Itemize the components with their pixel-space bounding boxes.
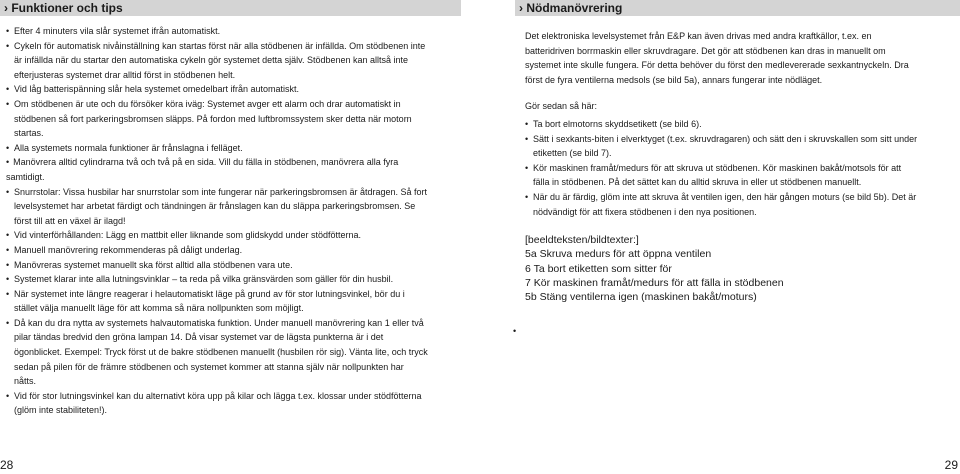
caption-line: 5a Skruva medurs för att öppna ventilen — [525, 248, 712, 261]
list-item: • Sätt i sexkants-biten i elverktyget (t.ex. skruvdragaren) och sätt den i skruvskallen som sitt under etiketten (se bild 7). — [525, 133, 918, 159]
bullet-icon: • — [6, 84, 10, 95]
section-heading-emergency: › Nödmanövrering — [515, 0, 960, 16]
bullet-icon: • — [525, 118, 529, 129]
list-item: • Kör maskinen framåt/medurs för att skruva ut stödbenen. Kör maskinen bakåt/motsols för att fälla in stödbenen. På det sättet kan du alltid skruva in eller ut stödbenen manuellt. — [525, 162, 902, 188]
caption-line: 6 Ta bort etiketten som sitter för — [525, 262, 672, 275]
bullet-icon: • — [6, 40, 10, 51]
list-item: • Efter 4 minuters vila slår systemet ifrån automatiskt. — [6, 24, 428, 39]
list-item: • Alla systemets normala funktioner är frånslagna i felläget. — [6, 141, 428, 156]
bullet-icon: • — [6, 288, 10, 299]
tips-list — [6, 24, 428, 418]
bullet-icon: • — [6, 317, 10, 328]
bullet-icon: • — [525, 162, 529, 173]
bullet-icon: • — [6, 230, 10, 241]
bullet-icon: • — [6, 274, 10, 285]
list-item: • Snurrstolar: Vissa husbilar har snurrstolar som inte fungerar när parkeringsbromsen är åtdragen. Så fort levelsystemet har arbetat färdigt och tändningen är frånslagen kan du släppa parkeringsbromsen. Se först till att en växel är ilagd! — [6, 186, 428, 226]
bullet-icon: • — [6, 26, 10, 36]
bullet-icon: • — [525, 133, 529, 144]
caption-block — [525, 233, 920, 304]
list-item: • Vid vinterförhållanden: Lägg en mattbit eller liknande som glidskydd under stödfötterna. — [6, 228, 428, 243]
steps-title: Gör sedan så här: — [525, 101, 598, 112]
section-heading-functions: › Funktioner och tips — [0, 0, 461, 16]
stray-bullet: • — [513, 326, 517, 336]
list-item: • Vid låg batterispänning slår hela systemet omedelbart ifrån automatiskt. — [6, 82, 428, 97]
list-item: • Om stödbenen är ute och du försöker köra iväg: Systemet avger ett alarm och drar automatiskt in stödbenen så fort parkeringsbromsen släpps. På fordon med luftbromssystem sker detta när motorn startas. — [6, 98, 412, 139]
bullet-icon: • — [6, 259, 10, 270]
list-item: • Då kan du dra nytta av systemets halvautomatiska funktion. Under manuell manövrering kan 1 eller två pilar tändas bredvid den gröna lampan 14. Då visar systemet var de lägsta punkterna är i det ögonblicket. Exempel: Tryck först ut de bakre stödbenen manuellt (husbilen rör sig). Vänta lite, och tryck sedan på pilen för de främre stödbenen och systemet kommer att stanna själv när nollpunkten har nåtts. — [6, 317, 428, 387]
page-number: 29 — [944, 458, 958, 472]
page-right — [480, 0, 960, 474]
spacer — [525, 87, 920, 99]
list-item: • Manövreras systemet manuellt ska först alltid alla stödbenen vara ute. — [6, 258, 428, 273]
caption-line: 5b Stäng ventilerna igen (maskinen bakåt/moturs) — [525, 291, 757, 304]
emergency-content — [525, 29, 920, 305]
list-item: • Cykeln för automatisk nivåinställning kan startas först när alla stödbenen är infällda. Om stödbenen inte är infällda när du startar den automatiska cykeln gör systemet detta själv. Stödbenen kan alltså inte efterjusteras systemet drar alltid först in stödbenen helt. — [6, 40, 426, 80]
list-item: • Manövrera alltid cylindrarna två och två på en sida. Vill du fälla in stödbenen, manövrera alla fyra samtidigt. — [6, 157, 399, 182]
caption-line: 7 Kör maskinen framåt/medurs för att fälla in stödbenen — [525, 277, 784, 290]
caption-line: [beeldteksten/bildtexter:] — [525, 234, 639, 247]
bullet-icon: • — [6, 186, 10, 197]
bullet-icon: • — [525, 191, 529, 202]
list-item: • När systemet inte längre reagerar i helautomatiskt läge på grund av för stor lutningsvinkel, bör du i stället välja manuellt läge för att komma så nära nollpunkten som möjligt. — [6, 288, 405, 314]
list-item: • Manuell manövrering rekommenderas på dåligt underlag. — [6, 243, 428, 258]
bullet-icon: • — [6, 390, 10, 401]
list-item: • Ta bort elmotorns skyddsetikett (se bild 6). — [525, 117, 920, 132]
list-item: • Systemet klarar inte alla lutningsvinklar – ta reda på vilka gränsvärden som gäller för din husbil. — [6, 272, 428, 287]
list-item: • När du är färdig, glöm inte att skruva åt ventilen igen, den här gången moturs (se bild 5b). Det är nödvändigt för att fixera stödbenen i den nya positionen. — [525, 191, 917, 217]
bullet-icon: • — [6, 157, 10, 168]
page-number: 28 — [0, 458, 14, 472]
bullet-icon: • — [6, 244, 10, 255]
bullet-icon: • — [6, 98, 10, 109]
intro-paragraph: Det elektroniska levelsystemet från E&P kan även drivas med andra kraftkällor, t.ex. en batteridriven borrmaskin eller skruvdragare. Det gör att stödbenen kan dras in manuellt om systemet inte skulle fungera. För detta behöver du först den medlevererade sexkantnyckeln. Dra först de fyra ventilerna medsols (se bild 5a), annars fungerar inte nödläget. — [525, 31, 909, 85]
list-item: • Vid för stor lutningsvinkel kan du alternativt köra upp på kilar och lägga t.ex. klossar under stödfötterna (glöm inte stabiliteten!). — [6, 390, 422, 416]
bullet-icon: • — [6, 142, 10, 153]
